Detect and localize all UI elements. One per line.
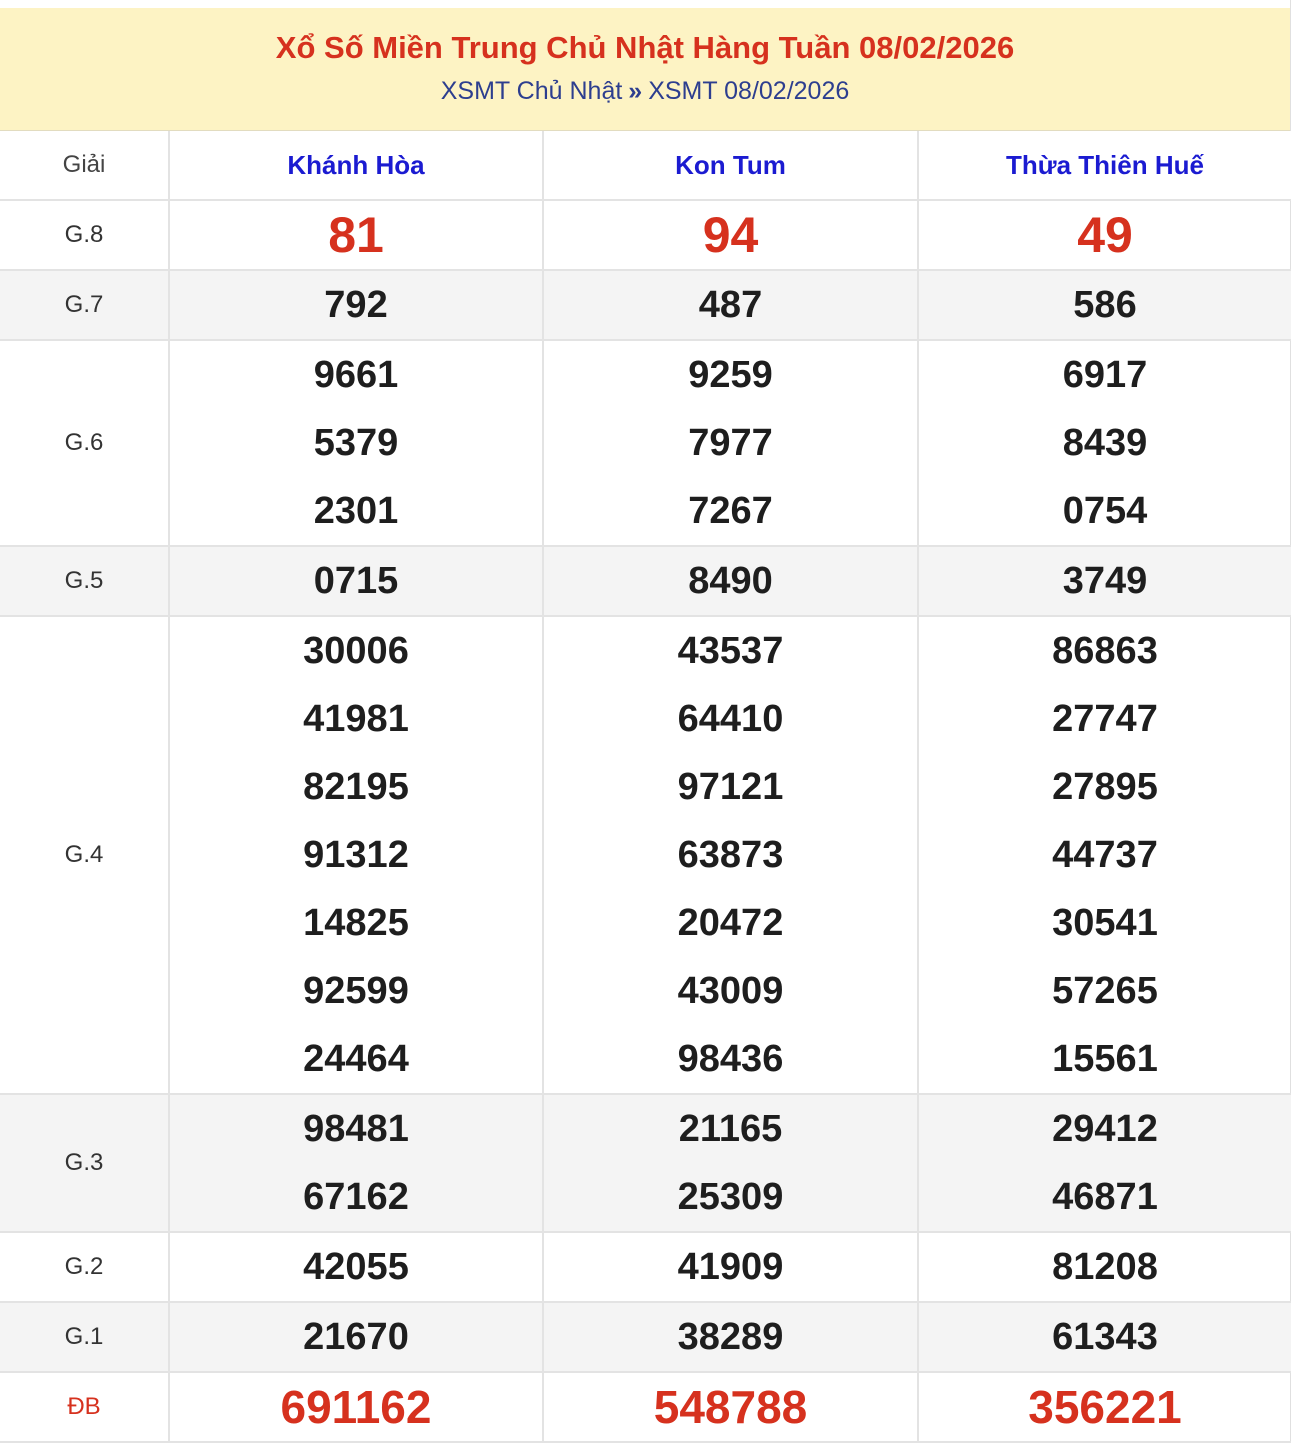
prize-label: G.6 [0,340,169,546]
result-number: 81208 [1052,1246,1158,1288]
result-cell-kon-tum [543,546,918,616]
prize-column-header: Giải [0,131,169,200]
result-number: 30541 [1052,902,1158,944]
results-table [0,131,1291,1443]
result-number: 41981 [303,698,409,740]
result-number: 27895 [1052,766,1158,808]
result-cell-thua-thien-hue [918,1232,1291,1302]
result-number: 38289 [677,1316,784,1358]
result-number: 86863 [1052,630,1158,672]
table-row [0,340,1291,546]
result-number: 9661 [313,354,399,396]
table-row [0,200,1291,270]
result-number: 8439 [1062,422,1148,464]
result-number: 3749 [1062,560,1148,602]
result-number: 7267 [688,490,773,532]
result-number: 46871 [1052,1176,1158,1218]
result-number: 97121 [677,766,784,808]
table-row [0,616,1291,1094]
result-cell-thua-thien-hue [918,1094,1291,1232]
prize-label: G.5 [0,546,169,616]
result-number: 30006 [303,630,409,672]
result-number: 0754 [1062,490,1148,532]
table-header-row [0,131,1291,200]
result-number: 691162 [280,1381,432,1433]
result-cell-kon-tum [543,1302,918,1372]
breadcrumb [0,76,1290,106]
result-number: 91312 [303,834,409,876]
result-number: 8490 [688,560,773,602]
result-cell-khanh-hoa [169,616,543,1094]
breadcrumb-date-link[interactable]: XSMT 08/02/2026 [648,77,850,105]
province-header-khanh-hoa[interactable]: Khánh Hòa [169,131,543,200]
result-number: 61343 [1052,1316,1158,1358]
result-number: 81 [328,207,384,263]
result-number: 41909 [677,1246,784,1288]
result-cell-kon-tum [543,200,918,270]
result-cell-khanh-hoa [169,546,543,616]
result-cell-thua-thien-hue [918,340,1291,546]
result-number: 15561 [1052,1038,1158,1080]
table-row [0,270,1291,340]
result-number: 20472 [677,902,784,944]
result-number: 9259 [688,354,773,396]
prize-label: G.3 [0,1094,169,1232]
table-row [0,1232,1291,1302]
result-cell-thua-thien-hue [918,616,1291,1094]
result-cell-thua-thien-hue [918,270,1291,340]
result-cell-khanh-hoa [169,1232,543,1302]
result-number: 5379 [313,422,399,464]
result-number: 27747 [1052,698,1158,740]
result-cell-thua-thien-hue [918,1302,1291,1372]
result-number: 57265 [1052,970,1158,1012]
result-number: 24464 [303,1038,409,1080]
prize-label: G.8 [0,200,169,270]
result-number: 49 [1077,207,1133,263]
result-cell-thua-thien-hue [918,546,1291,616]
prize-label: G.4 [0,616,169,1094]
result-number: 98436 [677,1038,784,1080]
table-row [0,1372,1291,1442]
result-number: 67162 [303,1176,409,1218]
result-number: 0715 [313,560,399,602]
result-number: 21165 [678,1108,783,1150]
result-cell-khanh-hoa [169,340,543,546]
table-row [0,1094,1291,1232]
result-number: 82195 [303,766,409,808]
result-number: 43009 [677,970,784,1012]
province-header-thua-thien-hue[interactable]: Thừa Thiên Huế [918,131,1291,200]
result-number: 29412 [1052,1108,1158,1150]
table-row [0,546,1291,616]
result-number: 2301 [313,490,399,532]
prize-label: ĐB [0,1372,169,1442]
prize-label: G.7 [0,270,169,340]
page-title: Xổ Số Miền Trung Chủ Nhật Hàng Tuần 08/02/2026 [275,30,1015,65]
result-cell-khanh-hoa [169,200,543,270]
result-cell-khanh-hoa [169,1302,543,1372]
result-number: 586 [1073,284,1137,326]
result-cell-khanh-hoa [169,1094,543,1232]
breadcrumb-sunday-link[interactable]: XSMT Chủ Nhật [440,77,623,105]
result-number: 792 [324,284,388,326]
result-cell-khanh-hoa [169,1372,543,1442]
result-number: 64410 [677,698,784,740]
result-number: 6917 [1062,354,1148,396]
breadcrumb-separator: » [628,77,643,105]
result-number: 42055 [303,1246,409,1288]
prize-label: G.2 [0,1232,169,1302]
result-cell-kon-tum [543,270,918,340]
table-row [0,1302,1291,1372]
result-number: 98481 [303,1108,409,1150]
result-number: 43537 [677,630,784,672]
result-number: 25309 [677,1176,784,1218]
province-header-kon-tum[interactable]: Kon Tum [543,131,918,200]
result-number: 21670 [303,1316,409,1358]
result-cell-kon-tum [543,616,918,1094]
result-cell-kon-tum [543,340,918,546]
result-number: 63873 [677,834,784,876]
result-number: 356221 [1028,1381,1182,1433]
result-number: 487 [698,284,763,326]
result-number: 44737 [1052,834,1158,876]
result-number: 92599 [303,970,409,1012]
result-cell-kon-tum [543,1232,918,1302]
results-body [0,200,1291,1442]
result-number: 94 [702,207,759,263]
result-number: 14825 [303,902,409,944]
result-number: 548788 [653,1381,808,1433]
result-number: 7977 [688,422,773,464]
prize-label: G.1 [0,1302,169,1372]
result-cell-kon-tum [543,1372,918,1442]
result-cell-kon-tum [543,1094,918,1232]
result-cell-khanh-hoa [169,270,543,340]
result-cell-thua-thien-hue [918,200,1291,270]
results-header [0,0,1290,131]
result-cell-thua-thien-hue [918,1372,1291,1442]
